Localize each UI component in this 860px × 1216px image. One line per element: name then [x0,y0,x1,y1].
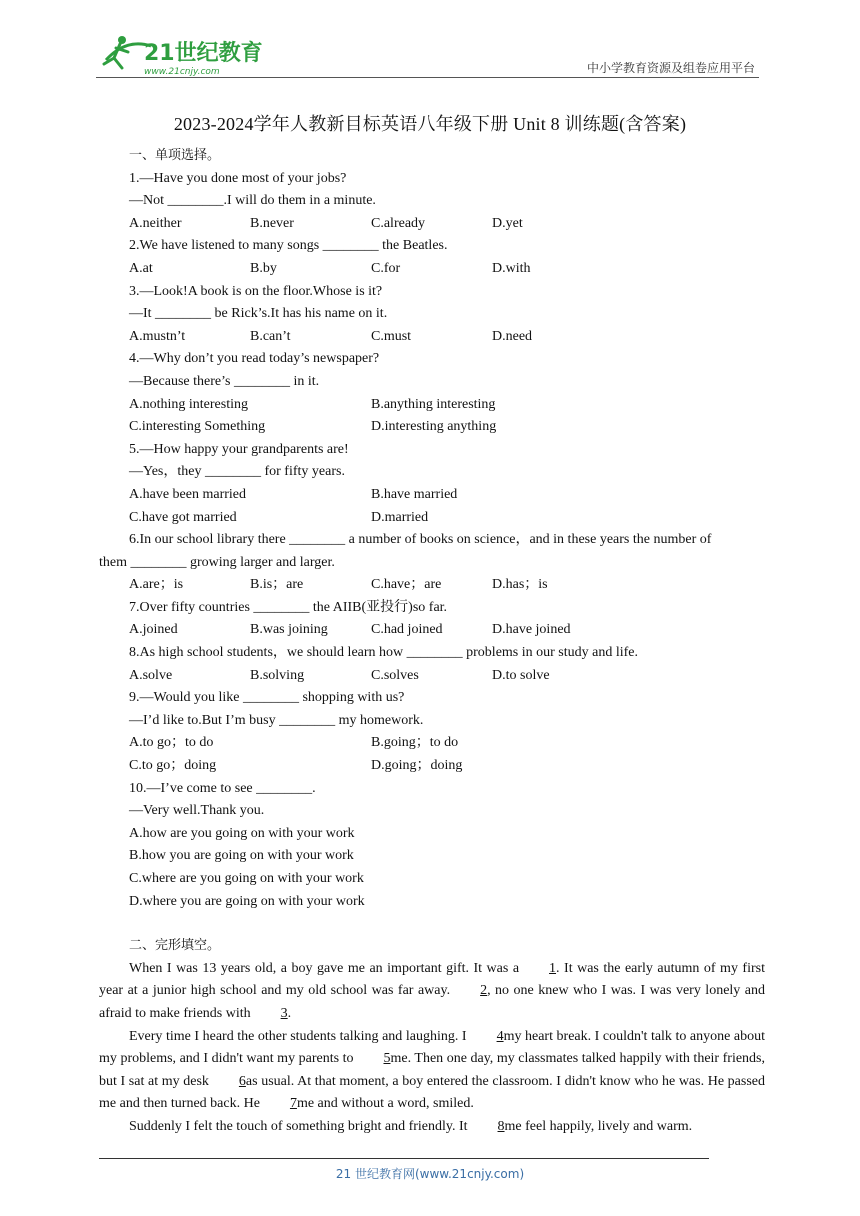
cloze-blank: 1 [549,960,557,976]
option: C.for [371,260,401,276]
option: C.where are you going on with your work [129,871,364,886]
question-text: 10.—I’ve come to see ________. [129,780,316,796]
option: A.how are you going on with your work [129,825,355,841]
document-body [99,145,765,1139]
option: A.solve [129,667,173,683]
option: A.have been married [129,486,246,502]
options-row [99,507,765,530]
question-text: 9.—Would you like ________ shopping with us? [129,690,405,706]
footer-divider [99,1158,709,1159]
option: D.has；is [492,577,548,593]
footer-text: 21 世纪教育网(www.21cnjy.com) [335,1167,525,1181]
header-divider [96,77,759,78]
option: A.nothing interesting [129,396,248,412]
section-heading: 一、单项选择。 [129,148,221,163]
option: A.joined [129,622,178,638]
option: B.was joining [250,622,328,638]
option: A.to go；to do [129,735,214,751]
options-row [99,732,765,755]
option: D.need [492,328,533,344]
header-platform-text: 中小学教育资源及组卷应用平台 [586,61,755,75]
question-text: —Yes，they ________ for fifty years. [129,464,345,480]
option: B.how you are going on with your work [129,848,354,864]
options-row [99,619,765,642]
option: D.going；doing [371,758,463,774]
question-text: 6.In our school library there ________ a number of books on science，and in these years the number of [129,532,712,548]
option: C.must [371,328,412,344]
cloze-blank: 6 [238,1073,246,1089]
option: A.mustn’t [129,328,186,344]
option: D.yet [492,215,523,231]
question-text: 1.—Have you done most of your jobs? [129,170,347,186]
option: D.where you are going on with your work [129,893,365,909]
options-row [99,326,765,349]
svg-text:21世纪教育: 21世纪教育 [144,41,263,66]
options-row [99,416,765,439]
option: B.by [250,260,277,276]
question-text: 3.—Look!A book is on the floor.Whose is it? [129,283,383,299]
question-text: 7.Over fifty countries ________ the AIIB(亚投行)so far. [129,599,448,615]
options-row [99,258,765,281]
options-row [99,574,765,597]
option: A.at [129,260,153,276]
option: B.solving [250,667,305,683]
svg-text:www.21cnjy.com: www.21cnjy.com [144,67,220,77]
option: C.to go；doing [129,758,217,774]
question-text: 2.We have listened to many songs ________ the Beatles. [129,238,448,254]
cloze-blank: 7 [289,1096,297,1112]
logo [96,30,266,78]
section-heading: 二、完形填空。 [129,938,221,954]
cloze-paragraph: Every time I heard the other students talking and laughing. I 4my heart break. I couldn't talk to anyone about my problems, and I didn't want my parents to 5me. Then one day, my classmates talked happily with their friends, but I sat at my desk 6as usual. At that moment, a boy entered the classroom. I didn't know who he was. He passed me and then turned back. He 7me and without a word, smiled. [99,1026,765,1116]
page-title: 2023-2024学年人教新目标英语八年级下册 Unit 8 训练题(含答案) [173,114,687,134]
cloze-blank: 8 [497,1118,505,1134]
cloze-paragraph: When I was 13 years old, a boy gave me an important gift. It was a 1. It was the early autumn of my first year at a junior high school and my old school was far away. 2, no one knew who I was. I was very lonely and afraid to make friends with 3. [99,958,765,1026]
options-row [99,394,765,417]
option: B.have married [371,486,458,502]
question-text: —Not ________.I will do them in a minute. [129,193,376,209]
options-row [99,484,765,507]
option: C.already [371,215,426,231]
option: A.are；is [129,577,184,593]
option: A.neither [129,215,182,231]
option: B.can’t [250,328,291,344]
option: C.have；are [371,577,442,593]
question-text: —Very well.Thank you. [129,803,265,819]
question-text: them ________ growing larger and larger. [99,554,335,570]
question-text: —It ________ be Rick’s.It has his name on it. [129,306,388,322]
cloze-blank: 4 [496,1028,504,1044]
cloze-blank: 5 [383,1051,391,1067]
question-text: —Because there’s ________ in it. [129,373,320,389]
question-text: 5.—How happy your grandparents are! [129,441,349,457]
option: C.had joined [371,622,443,638]
option: D.interesting anything [371,419,497,435]
option: B.anything interesting [371,396,496,412]
option: D.with [492,260,531,276]
option: D.married [371,509,429,525]
option: D.have joined [492,622,571,638]
option: D.to solve [492,667,550,683]
cloze-blank: 3 [280,1005,288,1021]
option: C.interesting Something [129,419,266,435]
option: B.is；are [250,577,304,593]
option: B.never [250,215,294,231]
option: B.going；to do [371,735,459,751]
question-text: 4.—Why don’t you read today’s newspaper? [129,351,380,367]
options-row [99,213,765,236]
cloze-blank: 2 [480,983,488,999]
question-text: 8.As high school students，we should learn how ________ problems in our study and life. [129,645,639,661]
option: C.solves [371,667,419,683]
question-text: —I’d like to.But I’m busy ________ my homework. [129,712,424,728]
cloze-paragraph: Suddenly I felt the touch of something bright and friendly. It 8me feel happily, lively and warm. [99,1116,765,1139]
page-header [96,30,759,80]
option: C.have got married [129,509,237,525]
options-row [99,755,765,778]
options-row [99,665,765,688]
